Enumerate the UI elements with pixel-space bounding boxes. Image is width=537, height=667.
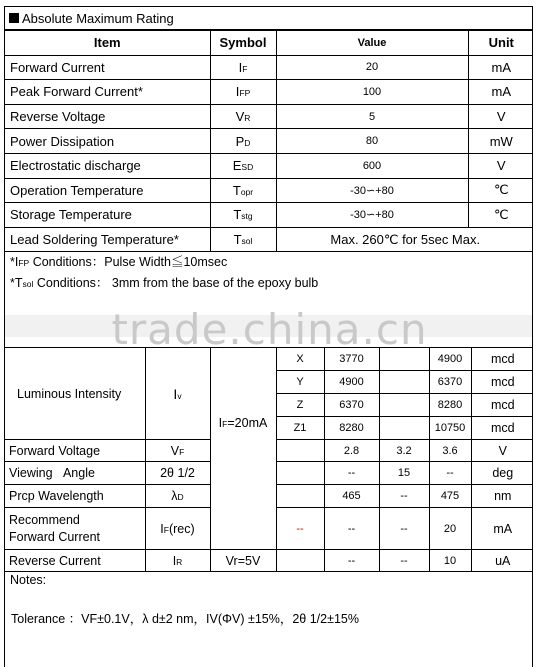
table-row xyxy=(5,178,533,203)
row-max: 475 xyxy=(429,485,471,508)
row-symbol: IF xyxy=(210,55,276,80)
row-cond: -- xyxy=(276,508,324,550)
bin-max: 8280 xyxy=(429,394,471,417)
row-item: Forward Voltage xyxy=(5,440,145,462)
row-typ: 15 xyxy=(379,462,429,485)
watermark xyxy=(5,305,533,354)
row-max: 10 xyxy=(429,550,471,572)
row-value: -30∽+80 xyxy=(276,203,468,228)
square-bullet-icon xyxy=(9,13,19,23)
row-symbol: IF(rec) xyxy=(145,508,210,550)
row-symbol: Topr xyxy=(210,178,276,203)
row-unit: V xyxy=(468,104,533,129)
row-item: Reverse Voltage xyxy=(5,104,210,129)
row-symbol: IR xyxy=(145,550,210,572)
row-item: Reverse Current xyxy=(5,550,145,572)
bin-max: 4900 xyxy=(429,348,471,371)
table-row xyxy=(5,104,533,129)
row-item: Storage Temperature xyxy=(5,203,210,228)
bin-unit: mcd xyxy=(471,417,533,440)
row-min: 465 xyxy=(324,485,379,508)
row-unit: ℃ xyxy=(468,203,533,228)
row-cond xyxy=(276,440,324,462)
bin-min: 3770 xyxy=(324,348,379,371)
luminous-condition: IF=20mA xyxy=(210,348,276,550)
row-item: Prcp Wavelength xyxy=(5,485,145,508)
bin-typ xyxy=(379,371,429,394)
bin-unit: mcd xyxy=(471,348,533,371)
row-empty xyxy=(276,550,324,572)
row-unit: deg xyxy=(471,462,533,485)
row-symbol: Tsol xyxy=(210,227,276,252)
tolerance-note: Tolerance ：VF±0.1V，λ d±2 nm，IV(ΦV) ±15%，2θ 1/2±15% xyxy=(11,612,359,626)
row-item: Forward Current xyxy=(5,55,210,80)
characteristics-table xyxy=(5,347,533,572)
row-symbol: ESD xyxy=(210,153,276,178)
row-unit: mW xyxy=(468,129,533,154)
row-unit: mA xyxy=(468,55,533,80)
row-unit: ℃ xyxy=(468,178,533,203)
bin-label: Y xyxy=(276,371,324,394)
bin-label: Z1 xyxy=(276,417,324,440)
table-row xyxy=(5,227,533,252)
row-symbol: VF xyxy=(145,440,210,462)
row-typ: -- xyxy=(379,550,429,572)
absolute-max-rating-table xyxy=(5,30,533,252)
condition-note: *IFP Conditions：Pulse Width≦10msec xyxy=(10,255,228,270)
row-typ: -- xyxy=(379,485,429,508)
row-cond xyxy=(276,485,324,508)
table-row xyxy=(5,80,533,105)
luminous-symbol: Iv xyxy=(145,348,210,440)
bin-label: Z xyxy=(276,394,324,417)
watermark-text: trade.china.cn xyxy=(111,305,428,354)
row-unit: nm xyxy=(471,485,533,508)
row-typ: -- xyxy=(324,508,379,550)
row-item: Power Dissipation xyxy=(5,129,210,154)
row-cond xyxy=(276,462,324,485)
table-row xyxy=(5,203,533,228)
row-item: Viewing Angle xyxy=(5,462,145,485)
row-value: 80 xyxy=(276,129,468,154)
row-value: Max. 260℃ for 5sec Max. xyxy=(276,227,533,252)
spec-sheet xyxy=(4,6,533,667)
header-value: Value xyxy=(276,31,468,56)
row-symbol: IFP xyxy=(210,80,276,105)
bin-max: 10750 xyxy=(429,417,471,440)
row-max: 3.6 xyxy=(429,440,471,462)
row-max: -- xyxy=(429,462,471,485)
header-unit: Unit xyxy=(468,31,533,56)
row-unit: V xyxy=(471,440,533,462)
row-typ: 3.2 xyxy=(379,440,429,462)
bin-min: 8280 xyxy=(324,417,379,440)
row-unit: uA xyxy=(471,550,533,572)
row-value: 600 xyxy=(276,153,468,178)
row-symbol: Tstg xyxy=(210,203,276,228)
table-row xyxy=(5,348,533,371)
bin-min: 4900 xyxy=(324,371,379,394)
row-unit-extra: mA xyxy=(471,508,533,550)
row-item: Operation Temperature xyxy=(5,178,210,203)
section-header xyxy=(5,7,532,30)
header-item: Item xyxy=(5,31,210,56)
notes-label: Notes: xyxy=(10,573,47,587)
row-value: 5 xyxy=(276,104,468,129)
luminous-item: Luminous Intensity xyxy=(5,348,145,440)
bin-typ xyxy=(379,348,429,371)
table-header-row xyxy=(5,31,533,56)
table-row xyxy=(5,153,533,178)
row-symbol: λD xyxy=(145,485,210,508)
bin-unit: mcd xyxy=(471,394,533,417)
row-item: Lead Soldering Temperature* xyxy=(5,227,210,252)
row-cond: Vr=5V xyxy=(210,550,276,572)
row-symbol: PD xyxy=(210,129,276,154)
row-item: Peak Forward Current* xyxy=(5,80,210,105)
bin-unit: mcd xyxy=(471,371,533,394)
row-symbol: 2θ 1/2 xyxy=(145,462,210,485)
row-unit: mA xyxy=(468,80,533,105)
condition-note: *Tsol Conditions： 3mm from the base of the epoxy bulb xyxy=(10,276,319,291)
row-max: -- xyxy=(379,508,429,550)
row-min: -- xyxy=(324,550,379,572)
row-min: 2.8 xyxy=(324,440,379,462)
table-row xyxy=(5,129,533,154)
row-value: 20 xyxy=(276,55,468,80)
table-row xyxy=(5,550,533,572)
bin-min: 6370 xyxy=(324,394,379,417)
header-symbol: Symbol xyxy=(210,31,276,56)
bin-typ xyxy=(379,417,429,440)
table-row xyxy=(5,55,533,80)
row-item: Recommend Forward Current xyxy=(5,508,145,550)
row-value: 100 xyxy=(276,80,468,105)
bin-max: 6370 xyxy=(429,371,471,394)
bin-typ xyxy=(379,394,429,417)
row-value: -30∽+80 xyxy=(276,178,468,203)
row-min: -- xyxy=(324,462,379,485)
row-unit: 20 xyxy=(429,508,471,550)
row-symbol: VR xyxy=(210,104,276,129)
section-title: Absolute Maximum Rating xyxy=(22,10,174,26)
row-unit: V xyxy=(468,153,533,178)
row-item: Electrostatic discharge xyxy=(5,153,210,178)
bin-label: X xyxy=(276,348,324,371)
